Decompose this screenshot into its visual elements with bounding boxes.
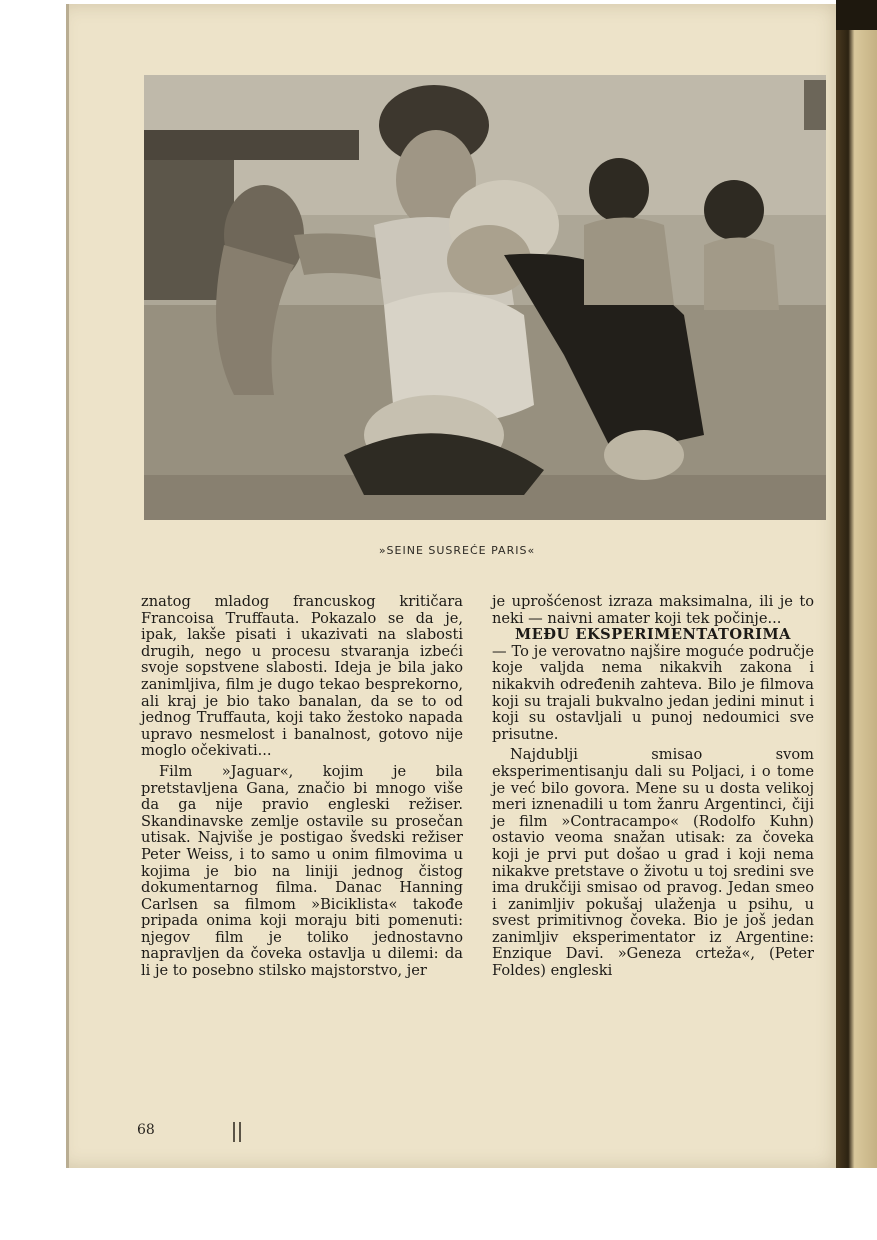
book-spine-edge bbox=[836, 0, 877, 1170]
paragraph: znatog mladog francuskog kritičara Francoisa Truffauta. Pokazalo se da je, ipak, lakše pisati i ukazivati na slabosti drugih, nego u procesu stvaranja izbeći svoje sopstvene slabosti. Ideja je bila jako zanimljiva, film je dugo tekao besprekorno, ali kraj je bio tako banalan, da se to od jednog Truffauta, koji tako žestoko napada upravo nesmelost i banalnost, gotovo nije moglo očekivati... bbox=[141, 593, 463, 760]
book-spine-shadow bbox=[836, 0, 877, 30]
paragraph: — To je verovatno najšire moguće područje koje valjda nema nikakvih zakona i nikakvih određenih zahteva. Bilo je filmova koji su trajali bukvalno jedan jedini minut i koji su ostavljali u punoj nedoumici sve prisutne. bbox=[492, 642, 814, 743]
magazine-page bbox=[66, 4, 845, 1168]
print-mark bbox=[239, 1122, 241, 1142]
scan-bottom-margin bbox=[64, 1168, 877, 1240]
page-number: 68 bbox=[137, 1122, 155, 1138]
photo-illustration bbox=[144, 75, 826, 520]
paragraph: je uprošćenost izraza maksimalna, ili je to neki — naivni amater koji tek počinje... bbox=[492, 593, 814, 627]
section-heading: MEĐU EKSPERIMENTATORIMA bbox=[515, 626, 791, 644]
print-mark bbox=[233, 1122, 235, 1142]
photo-caption: »SEINE SUSREĆE PARIS« bbox=[378, 544, 536, 557]
right-text-column bbox=[492, 594, 814, 980]
scan-margin bbox=[0, 0, 64, 1240]
paragraph: Najdublji smisao svom eksperimentisanju dali su Poljaci, i o tome je već bilo govora. Mene su u dosta velikoj meri iznenadili u tom žanru Argentinci, čiji je film »Contracampo« (Rodolfo Kuhn) ostavio veoma snažan utisak: za čoveka koji je prvi put došao u grad i koji nema nikakve pretstave o životu u toj sredini sve ima drukčiji smisao od pravog. Jedan smeo i zanimljiv pokušaj ulaženja u psihu, u svest primitivnog čoveka. Bio je još jedan zanimljiv eksperimentator iz Argentine: Enzique Davi. »Geneza crteža«, (Peter Foldes) engleski bbox=[492, 746, 814, 980]
film-still-photo bbox=[144, 75, 826, 520]
left-text-column bbox=[141, 594, 463, 980]
paragraph: Film »Jaguar«, kojim je bila pretstavljena Gana, značio bi mnogo više da ga nije pravio engleski režiser. Skandinavske zemlje ostavile su prosečan utisak. Najviše je postigao švedski režiser Peter Weiss, i to samo u onim filmovima u kojima je bio na liniji jednog čistog dokumentarnog filma. Danac Hanning Carlsen sa filmom »Biciklista« takođe pripada onima koji moraju biti pomenuti: njegov film je toliko jednostavno napravljen da čoveka ostavlja u dilemi: da li je to posebno stilsko majstorstvo, jer bbox=[141, 762, 463, 980]
